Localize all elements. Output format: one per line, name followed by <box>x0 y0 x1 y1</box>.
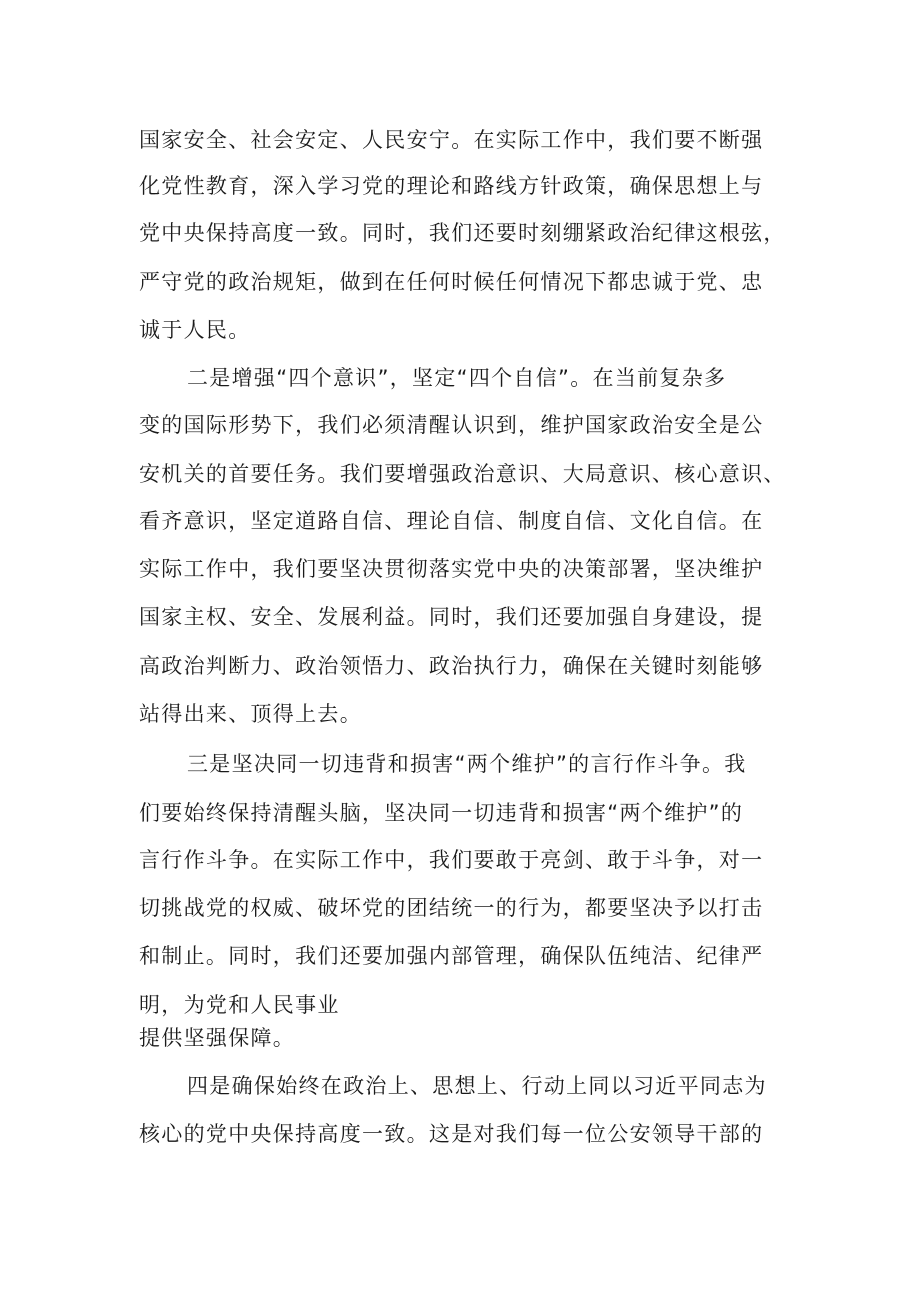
text-line: 严守党的政治规矩，做到在任何时候任何情况下都忠诚于党、忠 <box>139 270 764 294</box>
paragraph-start-line: 四是确保始终在政治上、思想上、行动上同以习近平同志为 <box>187 1074 767 1098</box>
text-line: 们要始终保持清醒头脑，坚决同一切违背和损害“两个维护”的 <box>139 801 744 825</box>
paragraph-start-line: 三是坚决同一切违背和损害“两个维护”的言行作斗争。我 <box>187 752 747 776</box>
text-line: 高政治判断力、政治领悟力、政治执行力，确保在关键时刻能够 <box>139 654 764 678</box>
text-line: 明，为党和人民事业 <box>139 993 340 1017</box>
text-line: 变的国际形势下，我们必须清醒认识到，维护国家政治安全是公 <box>139 413 764 437</box>
text-line: 化党性教育，深入学习党的理论和路线方针政策，确保思想上与 <box>139 174 764 198</box>
paragraph-start-line: 二是增强“四个意识”，坚定“四个自信”。在当前复杂多 <box>187 366 727 390</box>
text-line: 诚于人民。 <box>139 318 251 342</box>
text-line: 看齐意识，坚定道路自信、理论自信、制度自信、文化自信。在 <box>139 509 764 533</box>
text-line: 党中央保持高度一致。同时，我们还要时刻绷紧政治纪律这根弦， <box>139 221 786 245</box>
text-line: 国家安全、社会安定、人民安宁。在实际工作中，我们要不断强 <box>139 128 764 152</box>
text-line: 言行作斗争。在实际工作中，我们要敢于亮剑、敢于斗争，对一 <box>139 848 764 872</box>
text-line: 国家主权、安全、发展利益。同时，我们还要加强自身建设，提 <box>139 605 764 629</box>
text-line: 切挑战党的权威、破坏党的团结统一的行为，都要坚决予以打击 <box>139 896 764 920</box>
text-line: 和制止。同时，我们还要加强内部管理，确保队伍纯洁、纪律严 <box>139 944 764 968</box>
text-line: 站得出来、顶得上去。 <box>139 702 362 726</box>
text-line: 提供坚强保障。 <box>139 1026 296 1050</box>
text-line: 核心的党中央保持高度一致。这是对我们每一位公安领导干部的 <box>139 1122 764 1146</box>
text-line: 安机关的首要任务。我们要增强政治意识、大局意识、核心意识、 <box>139 462 786 486</box>
text-line: 实际工作中，我们要坚决贯彻落实党中央的决策部署，坚决维护 <box>139 557 764 581</box>
